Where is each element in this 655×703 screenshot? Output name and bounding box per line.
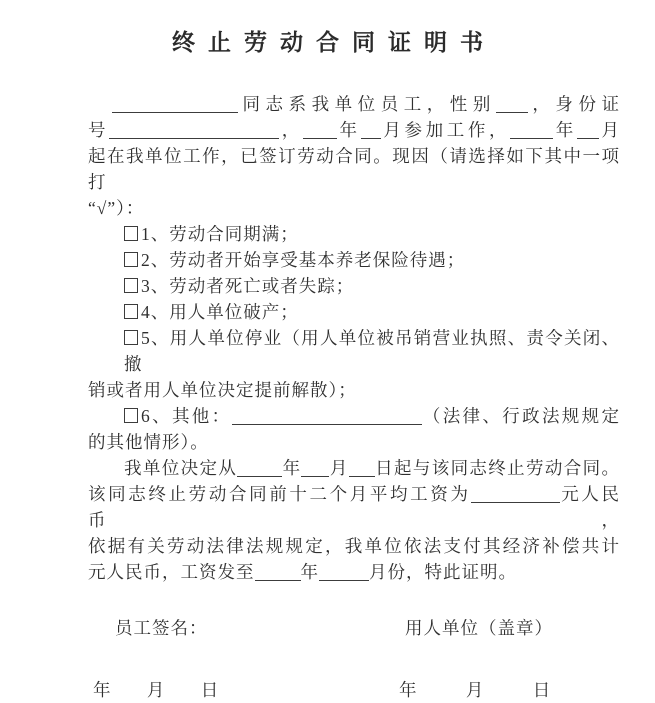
form-text: 起在我单位工作，已签订劳动合同。现因（请选择如下其中一项打	[88, 146, 620, 192]
form-text: 的其他情形）。	[88, 432, 209, 452]
day-label: 日	[200, 680, 219, 700]
checkbox-icon	[124, 226, 138, 241]
form-line	[88, 377, 620, 403]
document-title: 终止劳动合同证明书	[172, 30, 496, 55]
form-text: 年	[553, 120, 577, 140]
blank-field	[112, 99, 238, 113]
form-text: ，身份证	[527, 94, 620, 114]
form-text: “√”）：	[88, 198, 145, 218]
form-text: 依据有关劳动法律法规规定，我单位依法支付其经济补偿共计	[88, 536, 620, 556]
blank-field	[237, 463, 282, 477]
blank-field	[496, 99, 528, 113]
form-line	[88, 481, 620, 533]
form-line	[88, 559, 620, 585]
blank-field	[319, 567, 369, 581]
form-text: 该同志终止劳动合同前十二个月平均工资为	[88, 484, 471, 504]
blank-field	[510, 125, 553, 139]
blank-field	[232, 411, 422, 425]
employer-seal-label: 用人单位（盖章）	[405, 618, 553, 638]
form-text: 年	[300, 562, 319, 582]
checkbox-icon	[124, 304, 138, 319]
form-text: 月参加工作，	[380, 120, 511, 140]
form-line	[88, 455, 620, 481]
date-row	[0, 677, 655, 703]
blank-field	[255, 567, 301, 581]
blank-field	[303, 125, 337, 139]
blank-field	[577, 125, 599, 139]
month-label: 月	[146, 680, 165, 700]
month-label: 月	[465, 680, 484, 700]
form-text: 月	[329, 458, 349, 478]
form-text: 同志系我单位员工，性别	[238, 94, 496, 114]
signature-row	[0, 615, 655, 641]
form-line	[88, 247, 620, 273]
form-text: 号	[88, 120, 110, 140]
form-text: 元人民币，工资发至	[88, 562, 255, 582]
form-text: 1、劳动合同期满；	[141, 224, 299, 244]
checkbox-icon	[124, 408, 138, 423]
form-text: 6、其他：	[141, 406, 232, 426]
form-text: 3、劳动者死亡或者失踪；	[141, 276, 355, 296]
form-line	[88, 533, 620, 559]
form-text: 4、用人单位破产；	[141, 302, 299, 322]
year-label: 年	[399, 680, 417, 700]
form-text: 2、劳动者开始享受基本养老保险待遇；	[141, 250, 466, 270]
form-line	[88, 117, 620, 143]
form-line	[88, 299, 620, 325]
checkbox-icon	[124, 252, 138, 267]
blank-field	[109, 125, 279, 139]
year-label: 年	[93, 680, 111, 700]
blank-field	[349, 463, 375, 477]
form-line	[88, 143, 620, 195]
employer-date-line	[399, 677, 550, 702]
form-line	[88, 221, 620, 247]
checkbox-icon	[124, 278, 138, 293]
document-body	[88, 91, 620, 585]
form-text: 我单位决定从	[124, 458, 238, 478]
blank-field	[471, 489, 560, 503]
form-text: 日起与该同志终止劳动合同。	[374, 458, 621, 478]
form-text: 年	[282, 458, 302, 478]
form-text: （法律、行政法规规定	[421, 406, 620, 426]
form-text: 5、用人单位停业（用人单位被吊销营业执照、责令关闭、撤	[124, 328, 620, 374]
form-text: 月份，特此证明。	[369, 562, 517, 582]
form-text: 元人民币，	[88, 484, 621, 530]
form-text: 月	[598, 120, 621, 140]
blank-field	[361, 125, 381, 139]
form-line	[88, 91, 620, 117]
employee-date-line	[93, 677, 218, 702]
form-line	[88, 273, 620, 299]
checkbox-icon	[124, 330, 138, 345]
day-label: 日	[532, 680, 551, 700]
form-line	[88, 403, 620, 429]
form-line	[88, 325, 620, 377]
employee-signature-label: 员工签名：	[115, 618, 208, 638]
form-text: ，	[279, 120, 303, 140]
blank-field	[301, 463, 329, 477]
form-line	[88, 195, 620, 221]
form-text: 销或者用人单位决定提前解散）；	[88, 380, 357, 400]
form-text: 年	[336, 120, 361, 140]
form-line	[88, 429, 620, 455]
